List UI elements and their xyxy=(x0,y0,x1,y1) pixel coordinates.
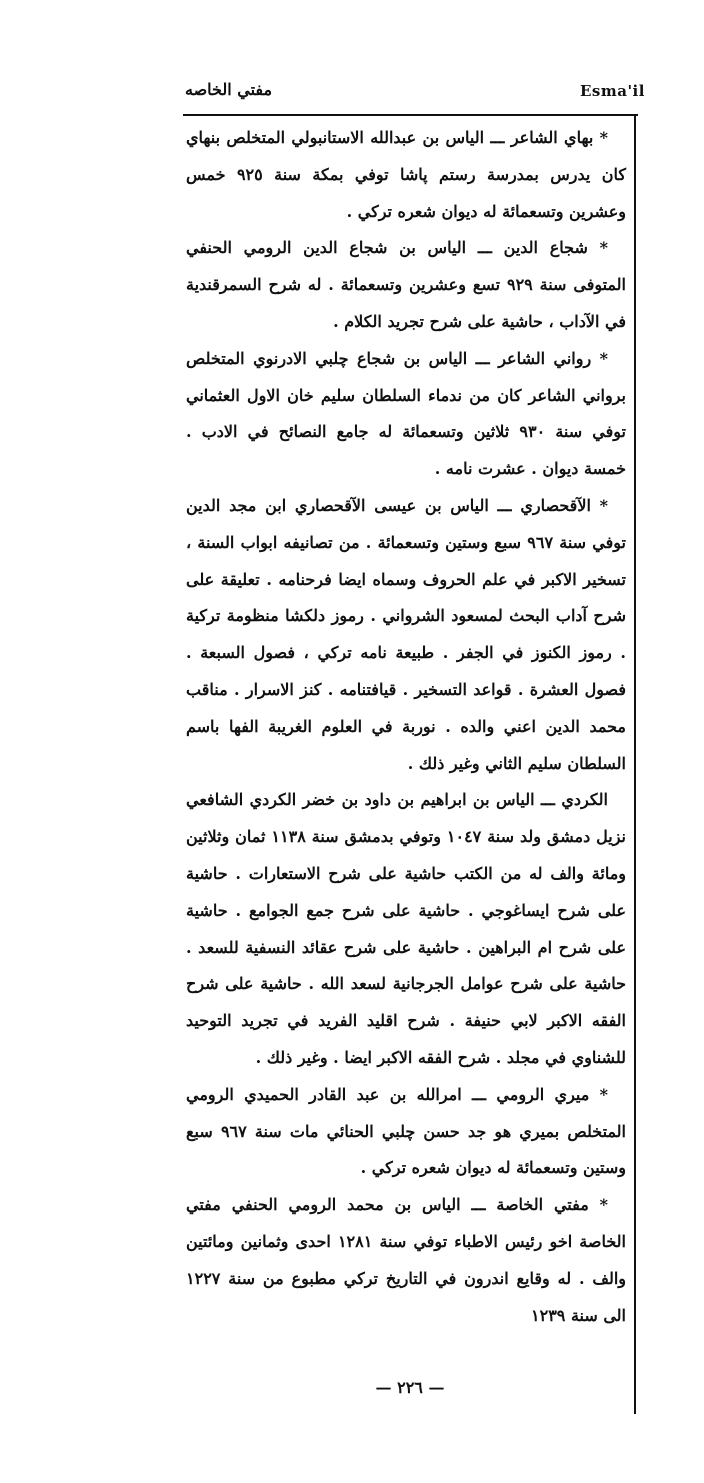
entry-aqhisari: * الآقحصاري ـــ الياس بن عيسى الآقحصاري ابن مجد الدين توفي سنة ٩٦٧ سبع وستين وتسعمائة . من تصانيفه ابواب السنة ، تسخير الاكبر في علم الحروف وسماه ايضا فرحنامه . تعليقة على شرح آداب البحث لمسعود الشرواني . رموز دلكشا منظومة تركية . رموز الكنوز في الجفر . طبيعة نامه تركي ، فصول السبعة . فصول العشرة . قواعد التسخير . قيافتنامه . كنز الاسرار . مناقب محمد الدين اعني والده . نوربة في العلوم الغريبة الفها باسم السلطان سليم الثاني وغير ذلك . xyxy=(186,495,627,773)
page-number: — ٢٢٦ — xyxy=(375,1378,445,1397)
entries-body xyxy=(186,120,626,1334)
entry-bahai: * بهاي الشاعر ـــ الياس بن عبدالله الاستانبولي المتخلص بنهاي كان يدرس بمدرسة رستم پاشا توفي بمكة سنة ٩٢٥ خمس وعشرين وتسعمائة له ديوان شعره تركي . xyxy=(186,128,627,221)
entry-kurdi: الكردي ـــ الياس بن ابراهيم بن داود بن خضر الكردي الشافعي نزيل دمشق ولد سنة ١٠٤٧ وتوفي بدمشق سنة ١١٣٨ ثمان وثلاثين ومائة والف له من الكتب حاشية على شرح الاستعارات . حاشية على شرح ايساغوجي . حاشية على شرح جمع الجوامع . حاشية على شرح ام البراهين . حاشية على شرح عقائد النسفية للسعد . حاشية على شرح عوامل الجرجانية لسعد الله . حاشية على شرح الفقه الاكبر لابي حنيفة . شرح اقليد الفريد في تجريد التوحيد للشناوي في مجلد . شرح الفقه الاكبر ايضا . وغير ذلك . xyxy=(186,790,627,1067)
running-head-latin: Esma'il xyxy=(580,82,645,100)
entry-mufti-al-khassa: * مفتي الخاصة ـــ الياس بن محمد الرومي الحنفي مفتي الخاصة اخو رئيس الاطباء توفي سنة ١٢٨١ احدى وثمانين ومائتين والف . له وقايع اندرون في التاريخ تركي مطبوع من سنة ١٢٢٧ الى سنة ١٢٣٩ xyxy=(186,1195,626,1325)
entry-miri: * ميري الرومي ـــ امرالله بن عبد القادر الحميدي الرومي المتخلص بميري هو جد حسن چلبي الحنائي مات سنة ٩٦٧ سبع وستين وتسعمائة له ديوان شعره تركي . xyxy=(186,1084,626,1178)
running-head-arabic: مفتي الخاصه xyxy=(185,80,273,99)
header-rule xyxy=(183,114,638,116)
margin-rule xyxy=(634,114,636,1414)
entry-rawani: * رواني الشاعر ـــ الياس بن شجاع چلبي الادرنوي المتخلص برواني الشاعر كان من ندماء السلطان سليم خان الاول العثماني توفي سنة ٩٣٠ ثلاثين وتسعمائة له جامع النصائح في الادب . خمسة ديوان . عشرت نامه . xyxy=(186,348,626,479)
page-header xyxy=(185,80,645,108)
entry-shuja-al-din: * شجاع الدين ـــ الياس بن شجاع الدين الرومي الحنفي المتوفى سنة ٩٢٩ تسع وعشرين وتسعمائة . له شرح السمرقندية في الآداب ، حاشية على شرح تجريد الكلام . xyxy=(186,238,627,331)
